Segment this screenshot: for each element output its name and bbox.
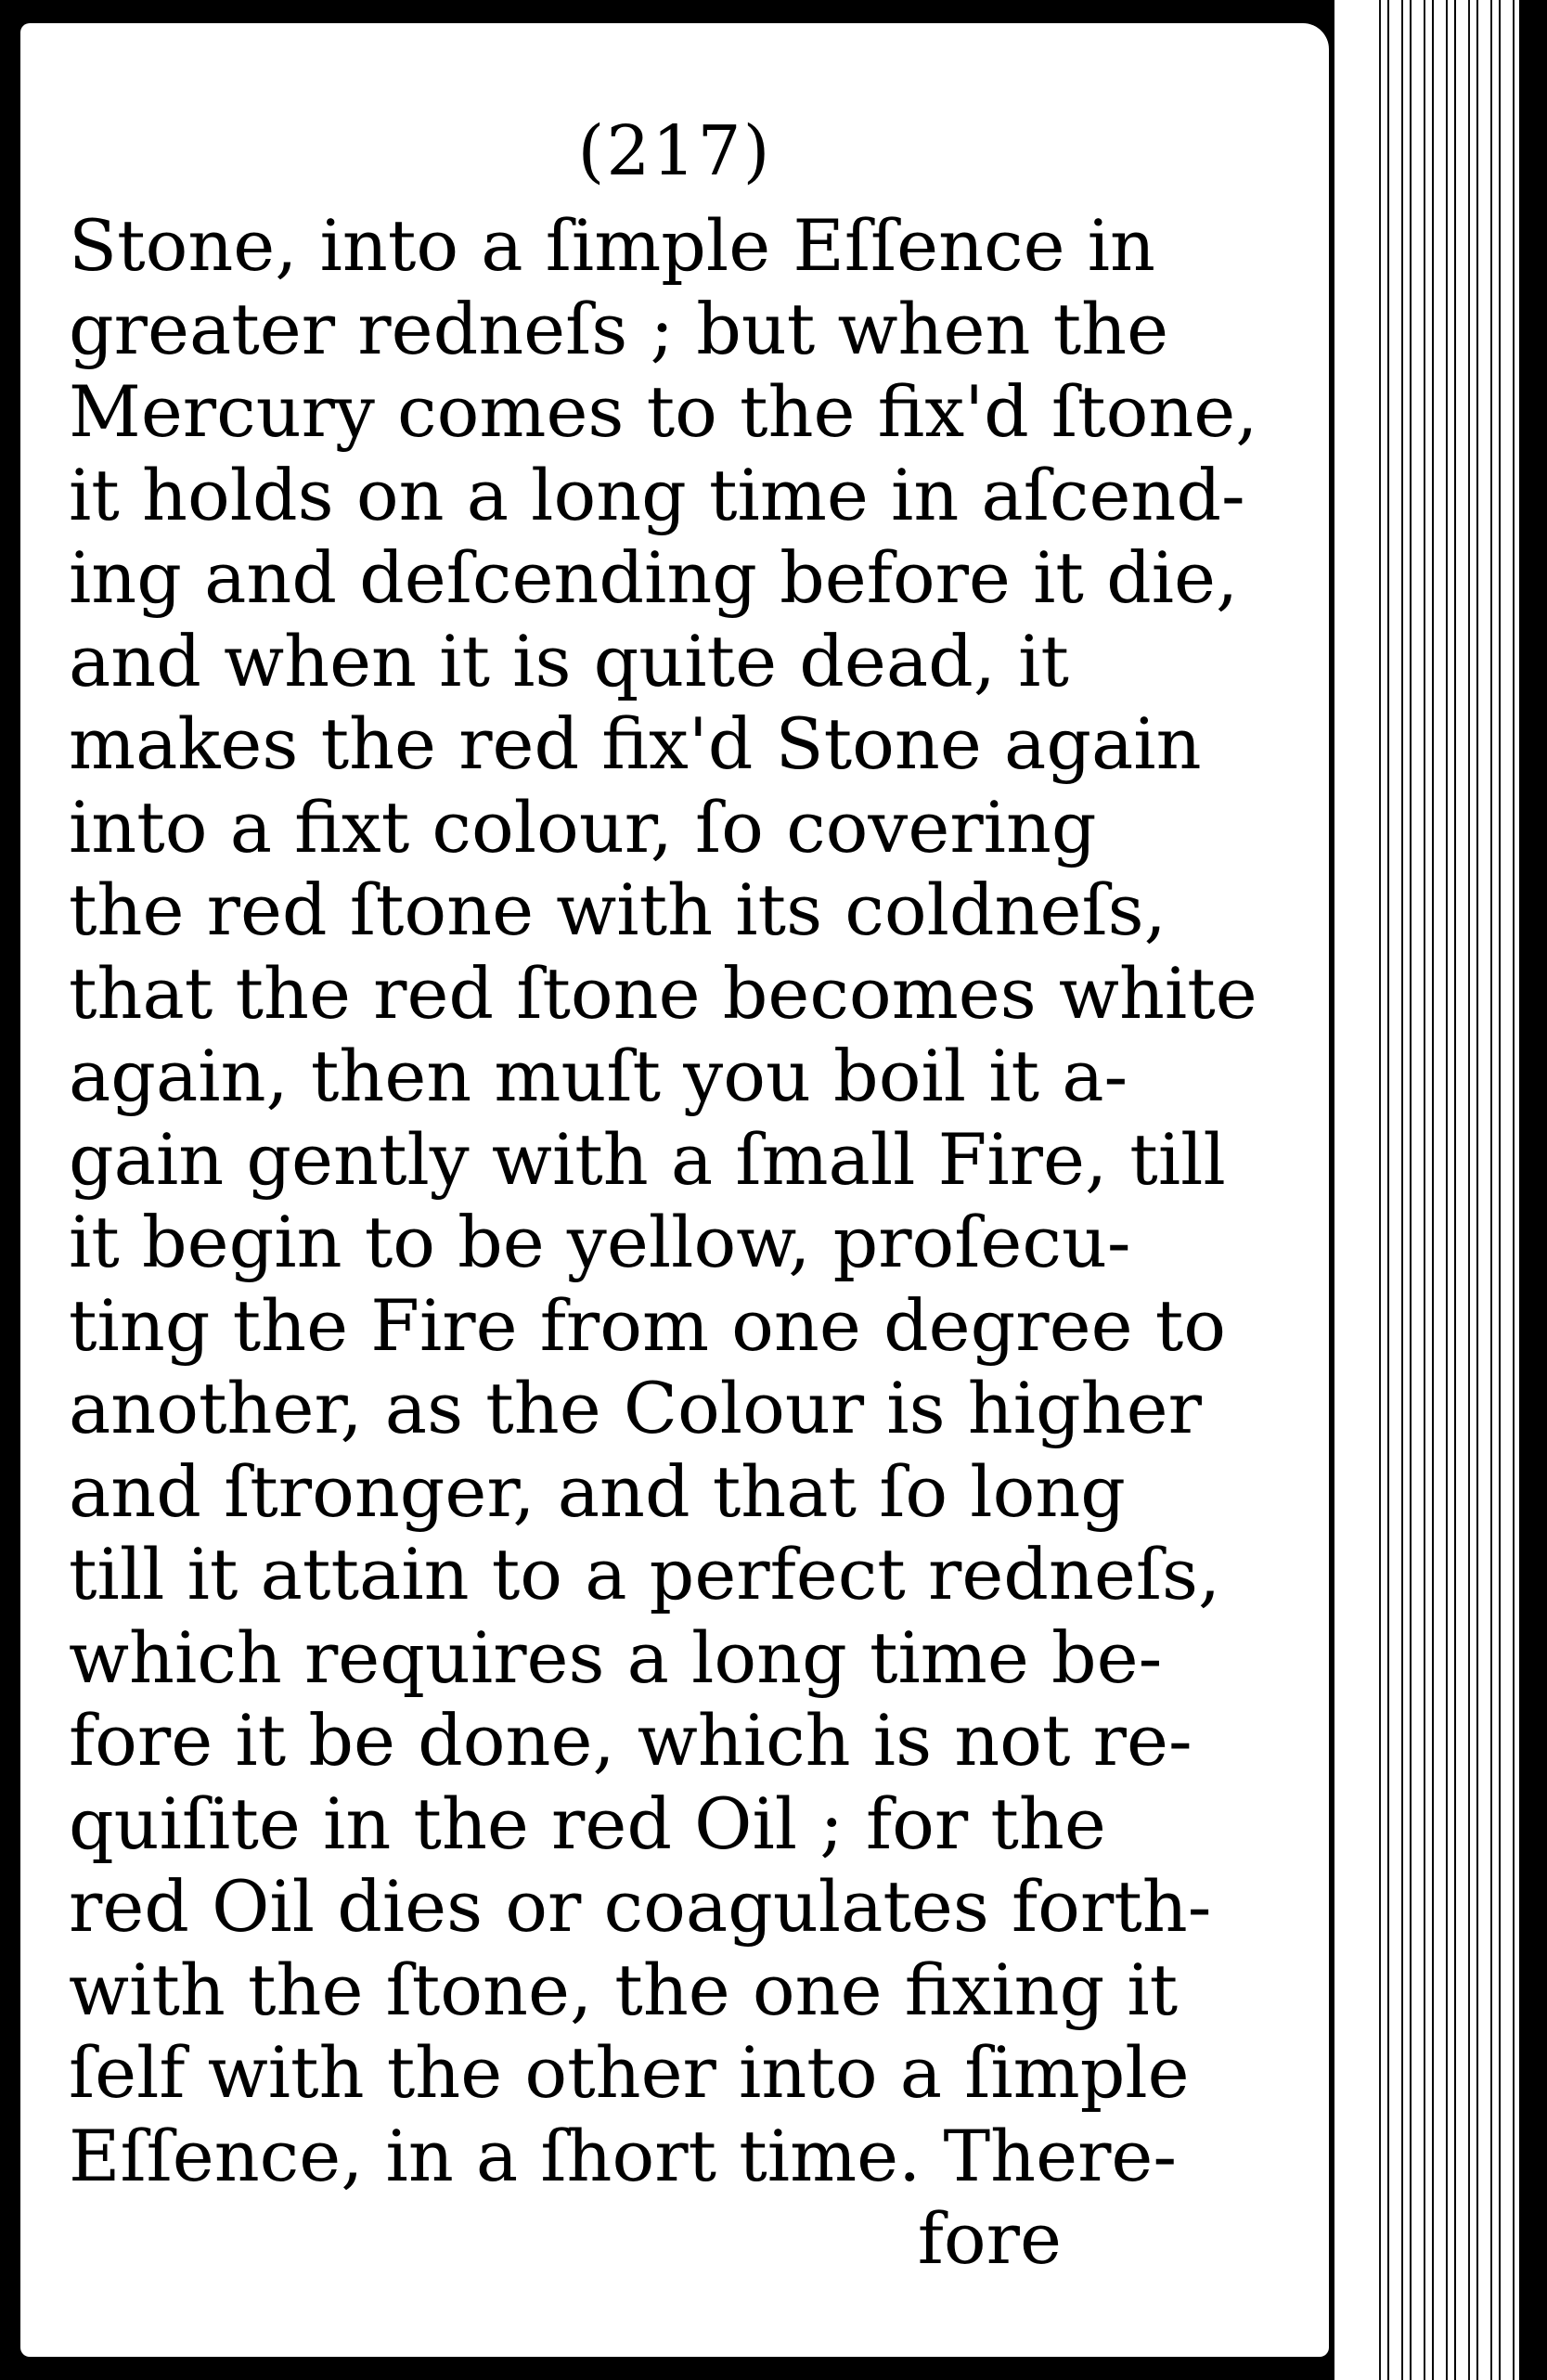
text-line: it begin to be yellow, proſecu- — [69, 1201, 1131, 1283]
text-line: Mercury comes to the fix'd ſtone, — [69, 370, 1258, 453]
text-line: Stone, into a ſimple Eſſence in — [69, 204, 1155, 287]
text-line: red Oil dies or coagulates forth- — [69, 1865, 1212, 1948]
catchword: fore — [917, 2197, 1062, 2280]
book-fore-edge — [1329, 0, 1547, 2380]
text-line: till it attain to a perfect redneſs, — [69, 1533, 1221, 1615]
text-line: and ſtronger, and that ſo long — [69, 1449, 1126, 1533]
text-line: again, then muſt you boil it a- — [69, 1035, 1128, 1117]
text-line: ting the Fire from one degree to — [69, 1283, 1227, 1367]
text-line: into a fixt colour, ſo covering — [69, 785, 1097, 868]
text-line: that the red ſtone becomes white — [69, 951, 1257, 1035]
text-line: fore it be done, which is not re- — [69, 1699, 1192, 1782]
text-line: it holds on a long time in aſcend- — [69, 453, 1245, 536]
text-line: and when it is quite dead, it — [69, 619, 1069, 702]
text-line: ſelf with the other into a ſimple — [69, 2031, 1190, 2114]
body-text — [69, 204, 1258, 2281]
text-line: ing and deſcending before it die, — [69, 536, 1239, 619]
text-line: with the ſtone, the one fixing it — [69, 1948, 1179, 2031]
text-line: quiſite in the red Oil ; for the — [69, 1782, 1106, 1865]
page-number: (217) — [577, 111, 772, 191]
text-line: makes the red fix'd Stone again — [69, 702, 1202, 785]
text-line: the red ſtone with its coldneſs, — [69, 868, 1167, 951]
book-page — [20, 23, 1329, 2357]
text-line: another, as the Colour is higher — [69, 1367, 1202, 1449]
text-line: gain gently with a ſmall Fire, till — [69, 1117, 1226, 1201]
text-line: which requires a long time be- — [69, 1615, 1163, 1699]
text-line: greater redneſs ; but when the — [69, 287, 1169, 370]
text-line: Eſſence, in a ſhort time. There- — [69, 2114, 1178, 2197]
